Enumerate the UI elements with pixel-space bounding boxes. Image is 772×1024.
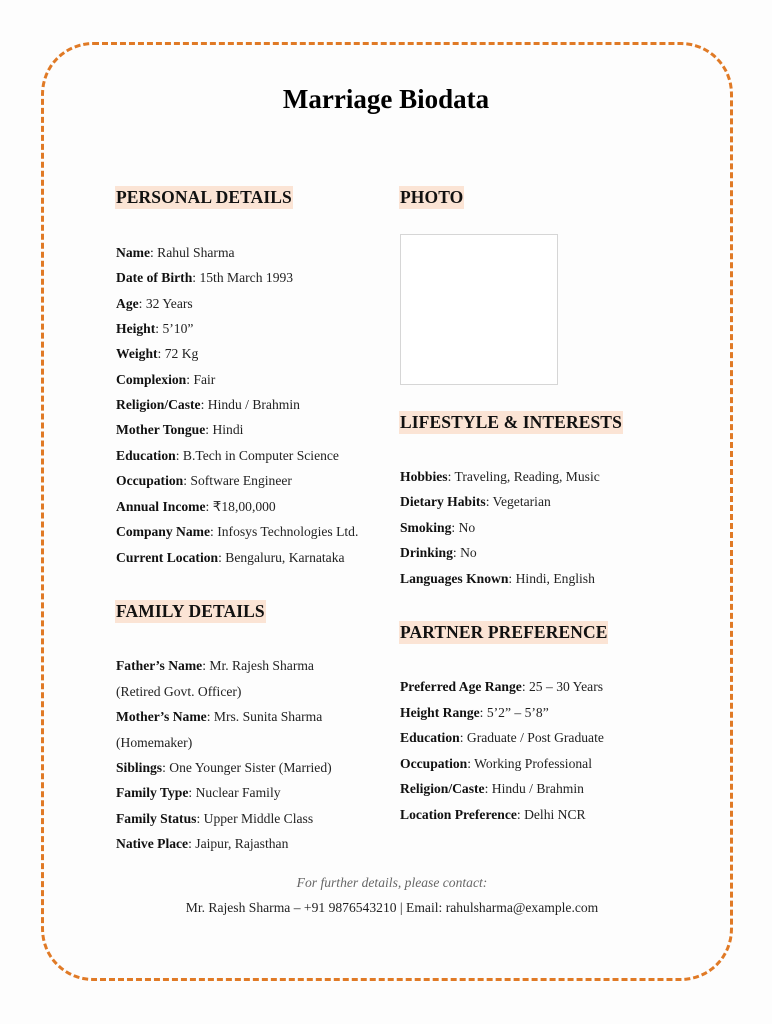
field-partner-religion-caste: Religion/Caste: Hindu / Brahmin (400, 781, 584, 796)
lifestyle-heading: LIFESTYLE & INTERESTS (400, 412, 622, 432)
field-native-place: Native Place: Jaipur, Rajasthan (116, 836, 289, 851)
document-title: Marriage Biodata (282, 84, 490, 114)
field-partner-education: Education: Graduate / Post Graduate (400, 730, 604, 745)
field-complexion: Complexion: Fair (116, 372, 216, 387)
contact-note: For further details, please contact: (296, 875, 488, 890)
field-fathers-name: Father’s Name: Mr. Rajesh Sharma (116, 658, 314, 673)
field-hobbies: Hobbies: Traveling, Reading, Music (400, 469, 600, 484)
field-fathers-name-detail: (Retired Govt. Officer) (116, 684, 242, 699)
field-dietary-habits: Dietary Habits: Vegetarian (400, 494, 551, 509)
field-education: Education: B.Tech in Computer Science (116, 448, 339, 463)
field-languages-known: Languages Known: Hindi, English (400, 571, 595, 586)
field-date-of-birth: Date of Birth: 15th March 1993 (116, 270, 294, 285)
field-age: Age: 32 Years (116, 296, 193, 311)
field-family-type: Family Type: Nuclear Family (116, 785, 281, 800)
contact-details: Mr. Rajesh Sharma – +91 9876543210 | Email: rahulsharma@example.com (185, 900, 599, 915)
field-partner-occupation: Occupation: Working Professional (400, 756, 592, 771)
field-family-status: Family Status: Upper Middle Class (116, 811, 314, 826)
field-height-range: Height Range: 5’2” – 5’8” (400, 705, 549, 720)
personal-details-heading: PERSONAL DETAILS (116, 187, 292, 207)
field-mothers-name: Mother’s Name: Mrs. Sunita Sharma (116, 709, 323, 724)
field-annual-income: Annual Income: ₹18,00,000 (116, 499, 276, 514)
photo-placeholder (400, 234, 558, 385)
field-location-preference: Location Preference: Delhi NCR (400, 807, 586, 822)
field-current-location: Current Location: Bengaluru, Karnataka (116, 550, 345, 565)
photo-heading: PHOTO (400, 187, 464, 207)
field-siblings: Siblings: One Younger Sister (Married) (116, 760, 332, 775)
field-weight: Weight: 72 Kg (116, 346, 199, 361)
field-name: Name: Rahul Sharma (116, 245, 235, 260)
field-smoking: Smoking: No (400, 520, 476, 535)
field-mothers-name-detail: (Homemaker) (116, 735, 193, 750)
partner-preference-heading: PARTNER PREFERENCE (400, 622, 608, 642)
field-preferred-age-range: Preferred Age Range: 25 – 30 Years (400, 679, 604, 694)
field-height: Height: 5’10” (116, 321, 194, 336)
field-occupation: Occupation: Software Engineer (116, 473, 292, 488)
field-company-name: Company Name: Infosys Technologies Ltd. (116, 524, 359, 539)
field-mother-tongue: Mother Tongue: Hindi (116, 422, 244, 437)
family-details-heading: FAMILY DETAILS (116, 601, 265, 621)
field-religion-caste: Religion/Caste: Hindu / Brahmin (116, 397, 300, 412)
field-drinking: Drinking: No (400, 545, 477, 560)
